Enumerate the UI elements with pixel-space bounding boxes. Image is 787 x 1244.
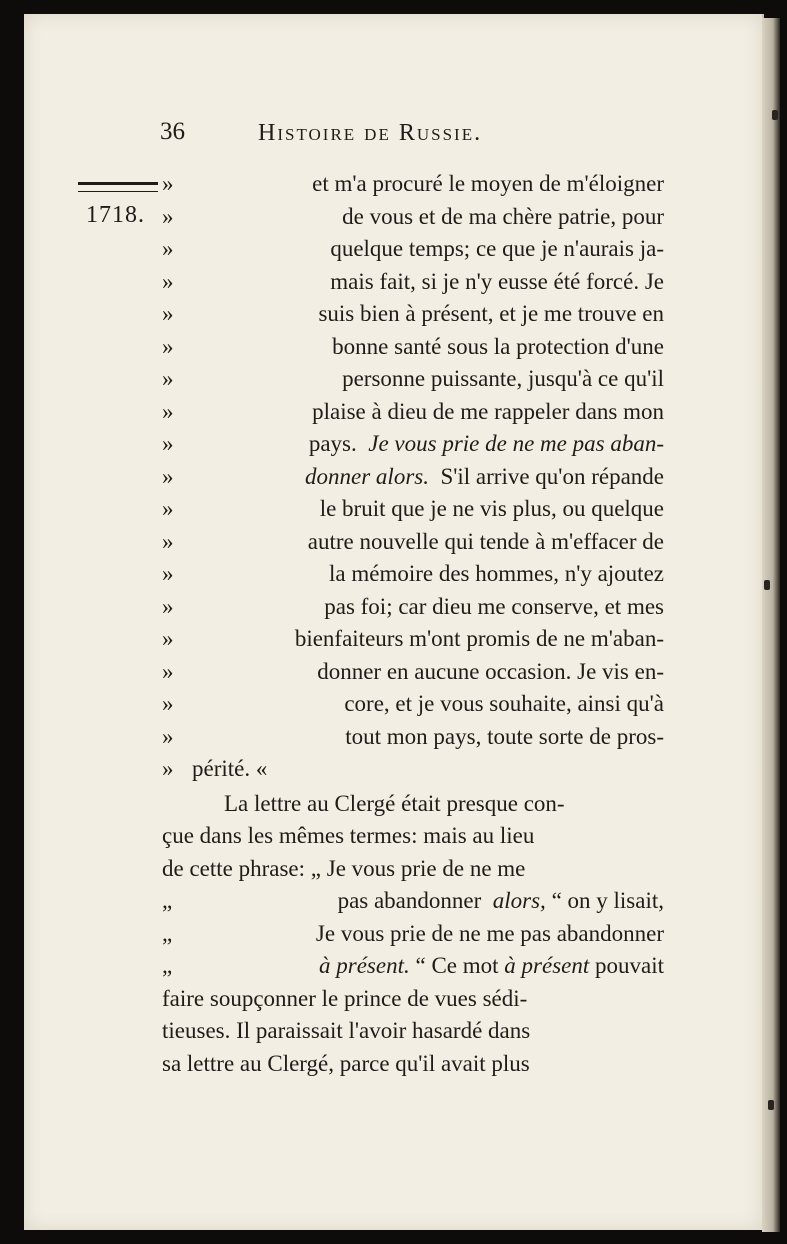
quote-mark: » <box>162 366 174 391</box>
line-text-roman: S'il arrive qu'on répande <box>440 463 664 489</box>
quote-mark: » <box>162 398 174 424</box>
quote-mark: » <box>162 561 174 586</box>
quote-mark: » <box>162 236 174 261</box>
text-line <box>162 331 664 364</box>
quote-mark: » <box>162 593 174 619</box>
quote-mark: » <box>162 723 174 749</box>
quote-mark: » <box>162 496 174 521</box>
line-text: plaise à dieu de me rappeler dans mon <box>312 398 664 424</box>
running-header <box>160 118 580 148</box>
line-text: personne puissante, jusqu'à ce qu'il <box>342 366 664 391</box>
quote-mark: » <box>162 626 174 651</box>
text-line <box>162 721 664 754</box>
text-line <box>162 918 664 951</box>
line-text: autre nouvelle qui tende à m'effacer de <box>307 528 664 554</box>
quote-mark: » <box>162 756 174 781</box>
text-line <box>162 461 664 494</box>
line-text <box>338 885 664 918</box>
quote-mark: » <box>162 203 174 229</box>
text-line <box>162 526 664 559</box>
line-text <box>309 428 664 461</box>
line-text-italic: Je vous prie de ne me pas aban- <box>368 431 664 456</box>
text-line <box>162 396 664 429</box>
page-edge <box>762 18 780 1232</box>
line-text: tout mon pays, toute sorte de pros- <box>345 723 664 749</box>
text-line <box>162 623 664 656</box>
line-text: core, et je vous souhaite, ainsi qu'à <box>344 691 664 716</box>
line-text: La lettre au Clergé était presque con- <box>224 790 565 816</box>
quote-mark: » <box>162 333 174 359</box>
line-text: faire soupçonner le prince de vues sédi- <box>162 985 528 1011</box>
line-text: le bruit que je ne vis plus, ou quelque <box>319 496 664 521</box>
line-text: et m'a procuré le moyen de m'éloigner <box>312 171 664 196</box>
text-line <box>162 983 664 1016</box>
text-line <box>162 558 664 591</box>
line-text-roman: “ Ce mot <box>415 953 499 978</box>
text-line <box>162 688 664 721</box>
line-text-italic: donner alors. <box>305 463 429 489</box>
text-line <box>162 233 664 266</box>
quote-mark: » <box>162 528 174 554</box>
line-text <box>305 461 664 494</box>
line-text: quelque temps; ce que je n'aurais ja- <box>330 236 664 261</box>
line-text: de vous et de ma chère patrie, pour <box>342 203 664 229</box>
quote-mark: » <box>162 301 174 326</box>
paragraph <box>162 788 664 1081</box>
running-title: Histoire de Russie. <box>258 120 483 146</box>
text-line <box>162 428 664 461</box>
quote-mark: » <box>162 691 174 716</box>
body-text <box>162 168 664 1080</box>
line-text: la mémoire des hommes, n'y ajoutez <box>329 561 664 586</box>
quote-mark: » <box>162 171 174 196</box>
line-text-roman: pays. <box>308 431 357 456</box>
text-line <box>162 201 664 234</box>
text-line <box>162 493 664 526</box>
text-line <box>162 788 664 821</box>
line-text: pas foi; car dieu me conserve, et mes <box>324 593 664 619</box>
text-line <box>162 363 664 396</box>
text-line <box>162 591 664 624</box>
text-line <box>162 885 664 918</box>
text-line <box>162 753 664 786</box>
text-line <box>162 298 664 331</box>
line-text: sa lettre au Clergé, parce qu'il avait plus <box>162 1050 530 1076</box>
line-text: mais fait, si je n'y eusse été forcé. Je <box>330 268 664 294</box>
quote-mark: „ <box>162 953 173 978</box>
line-text-italic: à présent. <box>319 953 410 978</box>
text-line <box>162 168 664 201</box>
quote-mark: „ <box>162 888 173 913</box>
scan-smudge <box>768 1100 774 1110</box>
line-text: tieuses. Il paraissait l'avoir hasardé dans <box>162 1018 531 1043</box>
line-text: bienfaiteurs m'ont promis de ne m'aban- <box>294 626 664 651</box>
line-text-roman: pas abandonner <box>337 888 482 913</box>
text-line <box>162 1048 664 1081</box>
text-line <box>162 853 664 886</box>
quote-mark: „ <box>162 920 173 946</box>
line-text-roman: pouvait <box>595 953 664 978</box>
text-line <box>162 266 664 299</box>
scan-smudge <box>764 580 770 590</box>
line-text-italic: à présent <box>504 953 590 978</box>
scan-smudge <box>772 110 778 120</box>
quote-mark: » <box>162 268 174 294</box>
margin-rule <box>78 182 158 192</box>
line-text-roman: “ on y lisait, <box>551 888 664 913</box>
text-line <box>162 820 664 853</box>
line-text-italic: alors, <box>492 888 546 913</box>
margin-year: 1718. <box>86 202 145 228</box>
line-text: bonne santé sous la protection d'une <box>332 333 664 359</box>
quote-mark: » <box>162 431 174 456</box>
line-text: suis bien à présent, et je me trouve en <box>318 301 664 326</box>
line-text: périté. « <box>192 756 268 781</box>
line-text <box>319 950 664 983</box>
line-text: donner en aucune occasion. Je vis en- <box>317 658 664 684</box>
quote-mark: » <box>162 463 174 489</box>
text-line <box>162 1015 664 1048</box>
line-text: çue dans les mêmes termes: mais au lieu <box>162 823 535 848</box>
line-text: de cette phrase: „ Je vous prie de ne me <box>162 855 526 881</box>
page-number: 36 <box>160 118 185 145</box>
quote-mark: » <box>162 658 174 684</box>
text-line <box>162 950 664 983</box>
line-text: Je vous prie de ne me pas abandonner <box>315 920 664 946</box>
text-line <box>162 656 664 689</box>
